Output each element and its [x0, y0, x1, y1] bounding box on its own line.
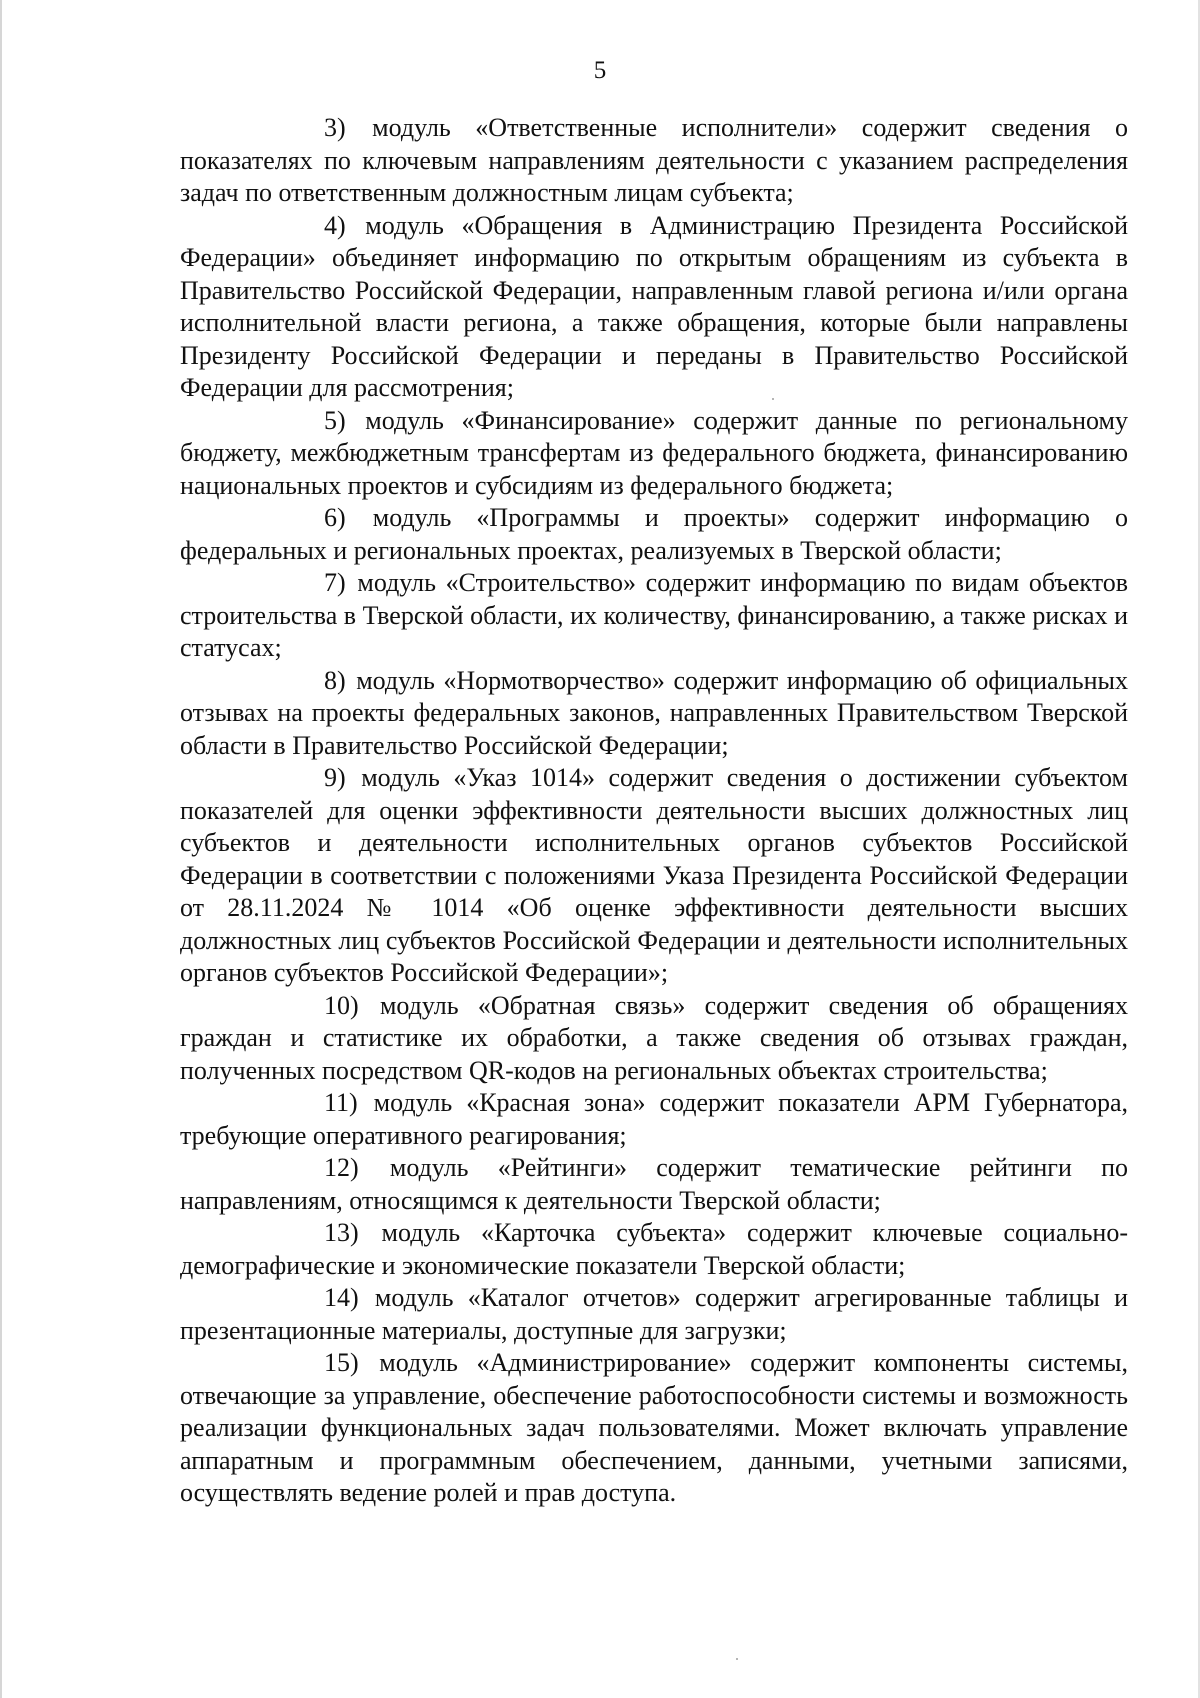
scan-edge-left	[0, 0, 2, 1698]
list-item-number: 14)	[324, 1283, 359, 1312]
list-item-text: модуль «Карточка субъекта» содержит ключевые социально-демографические и экономические показатели Тверской области;	[180, 1218, 1129, 1280]
list-item-text: модуль «Ответственные исполнители» содержит сведения о показателях по ключевым направлениям деятельности с указанием распределения задач по ответственным должностным лицам субъекта;	[180, 113, 1129, 207]
list-item-text: модуль «Каталог отчетов» содержит агрегированные таблицы и презентационные материалы, доступные для загрузки;	[180, 1283, 1128, 1345]
list-item-number: 8)	[324, 665, 346, 695]
list-item	[180, 405, 1128, 503]
list-item	[180, 1217, 1128, 1282]
list-item-number: 7)	[324, 568, 346, 597]
list-item-text: модуль «Обращения в Администрацию Президента Российской Федерации» объединяет информацию по открытым обращениям из субъекта в Правительство Российской Федерации, направленным главой региона и/или органа исполнительной власти региона, а также обращения, которые были направлены Президенту Российской Федерации и переданы в Правительство Российской Федерации для рассмотрения;	[180, 210, 1128, 402]
list-item	[180, 762, 1128, 990]
list-item-text: модуль «Финансирование» содержит данные по региональному бюджету, межбюджетным трансфертам из федерального бюджета, финансированию национальных проектов и субсидиям из федерального бюджета;	[180, 405, 1128, 500]
scan-speck	[736, 1658, 738, 1660]
list-item-number: 10)	[324, 990, 359, 1020]
list-item	[180, 665, 1128, 763]
list-item-text: модуль «Администрирование» содержит компоненты системы, отвечающие за управление, обеспечение работоспособности системы и возможность реализации функциональных задач пользователями. Может включать управление аппаратным и программным обеспечением, данными, учетными записями, осуществлять ведение ролей и прав доступа.	[180, 1348, 1128, 1507]
list-item	[180, 112, 1128, 210]
list-item	[180, 1152, 1128, 1217]
scan-speck	[772, 398, 774, 400]
list-item	[180, 567, 1128, 665]
list-item	[180, 1282, 1128, 1347]
list-item-number: 4)	[324, 210, 346, 240]
list-item-number: 6)	[324, 503, 346, 532]
list-item-text: модуль «Рейтинги» содержит тематические рейтинги по направлениям, относящимся к деятельности Тверской области;	[180, 1153, 1128, 1215]
list-item-number: 13)	[324, 1218, 359, 1247]
list-item-text: модуль «Нормотворчество» содержит информацию об официальных отзывах на проекты федеральных законов, направленных Правительством Тверской области в Правительство Российской Федерации;	[180, 665, 1128, 760]
list-item-number: 12)	[324, 1153, 359, 1182]
list-item	[180, 1087, 1128, 1152]
list-item-text: модуль «Программы и проекты» содержит информацию о федеральных и региональных проектах, реализуемых в Тверской области;	[180, 503, 1129, 565]
list-item-number: 5)	[324, 405, 346, 435]
list-item-text: модуль «Обратная связь» содержит сведения об обращениях граждан и статистике их обработки, а также сведения об отзывах граждан, полученных посредством QR-кодов на региональных объектах строительства;	[180, 990, 1128, 1085]
list-item	[180, 502, 1128, 567]
list-item	[180, 990, 1128, 1088]
page-number: 5	[593, 57, 607, 84]
body-text	[180, 112, 1128, 1510]
list-item-text: модуль «Строительство» содержит информацию по видам объектов строительства в Тверской области, их количеству, финансированию, а также рисках и статусах;	[180, 568, 1129, 662]
list-item-number: 3)	[324, 113, 346, 142]
list-item	[180, 210, 1128, 405]
list-item	[180, 1347, 1128, 1510]
list-item-number: 15)	[324, 1348, 359, 1377]
list-item-text: модуль «Указ 1014» содержит сведения о достижении субъектом показателей для оценки эффективности деятельности высших должностных лиц субъектов и деятельности исполнительных органов субъектов Российской Федерации в соответствии с положениями Указа Президента Российской Федерации от 28.11.2024 № 1014 «Об оценке эффективности деятельности высших должностных лиц субъектов Российской Федерации и деятельности исполнительных органов субъектов Российской Федерации»;	[180, 763, 1129, 987]
list-item-number: 11)	[324, 1088, 358, 1117]
list-item-text: модуль «Красная зона» содержит показатели АРМ Губернатора, требующие оперативного реагирования;	[180, 1088, 1128, 1150]
list-item-number: 9)	[324, 763, 346, 792]
